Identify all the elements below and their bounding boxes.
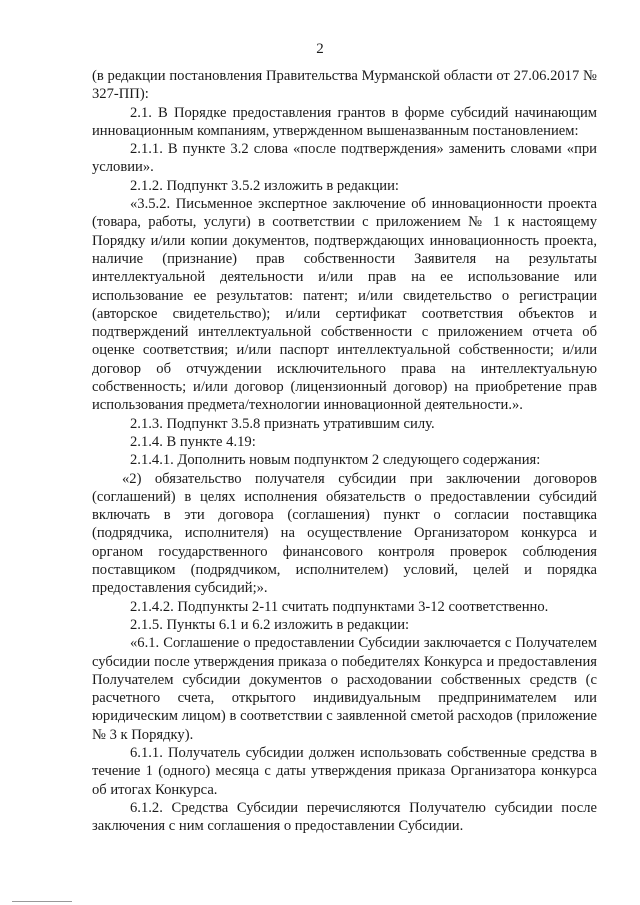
page-number: 2: [316, 41, 324, 57]
paragraph-2-1-3: 2.1.3. Подпункт 3.5.8 признать утратившим силу.: [130, 415, 435, 432]
paragraph-6-1-1: 6.1.1. Получатель субсидии должен использовать собственные средства в течение 1 (одного) месяца с даты утверждения приказа Организатора конкурса об итогах Конкурса.: [92, 744, 597, 798]
paragraph-edition-note: (в редакции постановления Правительства Мурманской области от 27.06.2017 № 327-ПП):: [92, 68, 597, 103]
paragraph-2-1-2: 2.1.2. Подпункт 3.5.2 изложить в редакции:: [130, 177, 399, 194]
paragraph-2-1-1: 2.1.1. В пункте 3.2 слова «после подтверждения» заменить словами «при условии».: [92, 141, 597, 176]
paragraph-3-5-2-quote: «3.5.2. Письменное экспертное заключение об инновационности проекта (товара, работы, услуги) в соответствии с приложением № 1 к настоящему Порядку и/или копии документов, подтверждающих инновационность проекта, наличие (признание) прав собственности Заявителя на результаты интеллектуальной деятельности и/или прав на ее использование или использование ее результатов: патент; и/или свидетельство о регистрации (авторское свидетельство); и/или сертификат соответствия объектов и подтверждений интеллектуальной собственности с приложением отчета об оценке соответствия; и/или паспорт интеллектуальной собственности; и/или договор об отчуждении исключительного права на интеллектуальную собственность; и/или договор (лицензионный договор) на приобретение прав использования предмета/технологии инновационной деятельности.».: [92, 196, 597, 414]
document-body: [92, 67, 597, 835]
paragraph-2-1-4: 2.1.4. В пункте 4.19:: [130, 433, 256, 450]
paragraph-2-1: 2.1. В Порядке предоставления грантов в форме субсидий начинающим инновационным компаниям, утвержденном вышеназванным постановлением:: [92, 104, 597, 139]
paragraph-2-1-5: 2.1.5. Пункты 6.1 и 6.2 изложить в редакции:: [130, 616, 410, 633]
paragraph-6-1-2: 6.1.2. Средства Субсидии перечисляются Получателю субсидии после заключения с ним соглашения о предоставлении Субсидии.: [92, 799, 597, 835]
page-edge-mark: [12, 901, 72, 902]
paragraph-2-1-4-2: 2.1.4.2. Подпункты 2-11 считать подпунктами 3-12 соответственно.: [130, 598, 549, 615]
paragraph-2-1-4-1: 2.1.4.1. Дополнить новым подпунктом 2 следующего содержания:: [130, 452, 541, 469]
paragraph-6-1-quote: «6.1. Соглашение о предоставлении Субсидии заключается с Получателем субсидии после утверждения приказа о победителях Конкурса и предоставления Получателем субсидии документов о расходовании собственных средств (с расчетного счета, открытого индивидуальным предпринимателем или юридическим лицом) в соответствии с заявленной сметой расходов (приложение № 3 к Порядку).: [92, 635, 597, 743]
paragraph-subitem-2-quote: «2) обязательство получателя субсидии при заключении договоров (соглашений) в целях исполнения обязательств о предоставлении субсидий включать в эти договора (соглашения) пункт о согласии поставщика (подрядчика, исполнителя) на осуществление Организатором конкурса и органом государственного финансового контроля проверок соблюдения поставщиком (подрядчиком, исполнителем) условий, целей и порядка предоставления субсидий;».: [92, 470, 597, 597]
